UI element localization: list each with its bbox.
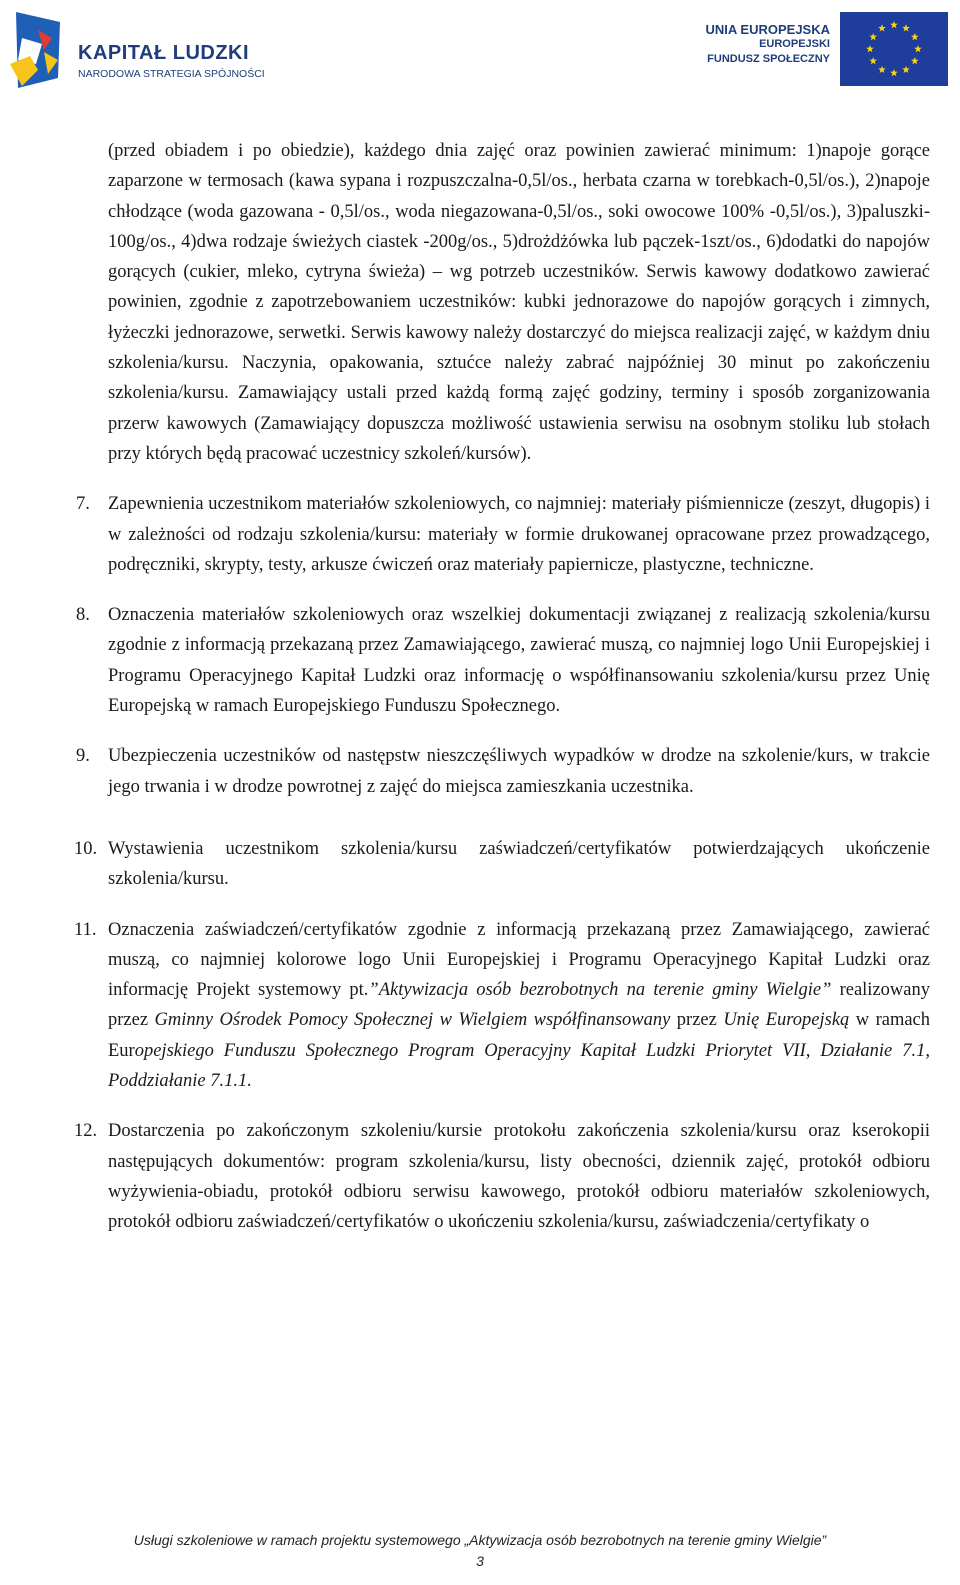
list-number: 9. <box>76 746 90 767</box>
kapital-ludzki-title: KAPITAŁ LUDZKI <box>78 42 250 64</box>
kapital-ludzki-subtitle: NARODOWA STRATEGIA SPÓJNOŚCI <box>78 68 265 80</box>
text-segment: realizowany przez <box>108 980 930 1031</box>
eu-logo <box>688 12 948 92</box>
page-number: 3 <box>476 1553 484 1569</box>
program-name: opejskiego Funduszu Społecznego Program Operacyjny Kapitał Ludzki Priorytet VII, Działanie 7.1, Poddziałanie 7.1.1. <box>108 1040 930 1092</box>
eu-logo-text <box>706 22 830 67</box>
list-item-text: Oznaczenia materiałów szkoleniowych oraz wszelkiej dokumentacji związanej z realizacją szkolenia/kursu zgodnie z informacją przekazaną przez Zamawiającego, zawierać muszą, co najmniej logo Unii Europejskiej i Programu Operacyjnego Kapitał Ludzki oraz informację o współfinansowaniu szkolenia/kursu przez Unię Europejską w ramach Europejskiego Funduszu Społecznego. <box>108 605 930 717</box>
page-footer: Usługi szkoleniowe w ramach projektu systemowego „Aktywizacja osób bezrobotnych na terenie gminy Wielgie” <box>133 1532 827 1548</box>
organization-name: Gminny Ośrodek Pomocy Społecznej w Wielgiem współfinansowany <box>154 1010 671 1031</box>
list-item-10 <box>74 834 930 895</box>
document-body <box>74 136 931 1238</box>
kapital-ludzki-emblem-icon <box>8 8 68 94</box>
list-item-text: Zapewnienia uczestnikom materiałów szkoleniowych, co najmniej: materiały piśmiennicze (zeszyt, długopis) i w zależności od rodzaju szkolenia/kursu: materiały w formie drukowanej opracowane przez prowadzącego, podręczniki, skrypty, testy, arkusze ćwiczeń oraz materiały papiernicze, plastyczne, techniczne. <box>108 494 930 575</box>
list-item-9 <box>76 741 930 802</box>
list-item-text: Wystawienia uczestnikom szkolenia/kursu zaświadczeń/certyfikatów potwierdzających ukończenie szkolenia/kursu. <box>108 838 930 890</box>
list-item-8 <box>76 600 930 721</box>
list-number: 12. <box>74 1121 98 1142</box>
eu-logo-line3: FUNDUSZ SPOŁECZNY <box>707 53 830 65</box>
kapital-ludzki-logo <box>8 8 265 98</box>
list-item-text: Ubezpieczenia uczestników od następstw nieszczęśliwych wypadków w drodze na szkolenie/kurs, w trakcie jego trwania i w drodze powrotnej z zajęć do miejsca zamieszkania uczestnika. <box>108 746 930 797</box>
list-number: 11. <box>74 919 97 940</box>
eu-logo-line1: UNIA EUROPEJSKA <box>705 22 830 37</box>
list-number: 10. <box>74 838 98 859</box>
list-item-12 <box>74 1116 930 1237</box>
text-segment: Oznaczenia zaświadczeń/certyfikatów zgodnie z informacją przekazaną przez Zamawiającego, zawierać muszą, co najmniej kolorowe logo Unii Europejskiej i Programu Operacyjnego Kapitał Ludzki oraz informację Projekt systemowy pt. <box>108 919 930 1001</box>
list-item-text <box>108 915 930 1097</box>
page-header <box>0 0 960 110</box>
text-segment: w ramach Eur <box>108 1010 931 1061</box>
list-item-text: Dostarczenia po zakończonym szkoleniu/kursie protokołu zakończenia szkolenia/kursu oraz kserokopii następujących dokumentów: program szkolenia/kursu, listy obecności, dziennik zajęć, protokół odbioru wyżywienia-obiadu, protokół odbioru serwisu kawowego, protokół odbioru materiałów szkoleniowych, protokół odbioru zaświadczeń/certyfikatów o ukończeniu szkolenia/kursu, zaświadczenia/certyfikaty o <box>108 1121 930 1233</box>
text-segment: przez <box>670 1010 724 1031</box>
project-title: ”Aktywizacja osób bezrobotnych na terenie gminy Wielgie” <box>368 980 832 1001</box>
eu-flag-icon <box>840 12 948 86</box>
list-number: 7. <box>76 494 90 515</box>
list-number: 8. <box>76 605 90 626</box>
list-item-11 <box>74 915 931 1097</box>
funder-name: Unię Europejską <box>723 1010 850 1031</box>
list-item-7 <box>76 489 930 580</box>
intro-paragraph: (przed obiadem i po obiedzie), każdego dnia zajęć oraz powinien zawierać minimum: 1)napoje gorące zaparzone w termosach (kawa sypana i rozpuszczalna-0,5l/os., herbata czarna w torebkach-0,5l/os.), 2)napoje chłodzące (woda gazowana - 0,5l/os., woda niegazowana-0,5l/os., soki owocowe 100% -0,5l/os.), 3)paluszki-100g/os., 4)dwa rodzaje świeżych ciastek -200g/os., 5)drożdżówka lub pączek-1szt/os., 6)dodatki do napojów gorących (cukier, mleko, cytryna świeża) – wg potrzeb uczestników. Serwis kawowy dodatkowo zawierać powinien, zgodnie z zapotrzebowaniem uczestników: kubki jednorazowe do napojów gorących i zimnych, łyżeczki jednorazowe, serwetki. Serwis kawowy należy dostarczyć do miejsca realizacji zajęć, w każdym dniu szkolenia/kursu. Naczynia, opakowania, sztućce należy zabrać najpóźniej 30 minut po zakończeniu szkolenia/kursu. Zamawiający ustali przed każdą formą zajęć godziny, terminy i sposób zorganizowania przerw kawowych (Zamawiający dopuszcza możliwość ustawienia serwisu na osobnym stoliku lub stołach przy których będą pracować uczestnicy szkoleń/kursów). <box>108 141 930 464</box>
eu-logo-line2: EUROPEJSKI <box>759 38 830 50</box>
